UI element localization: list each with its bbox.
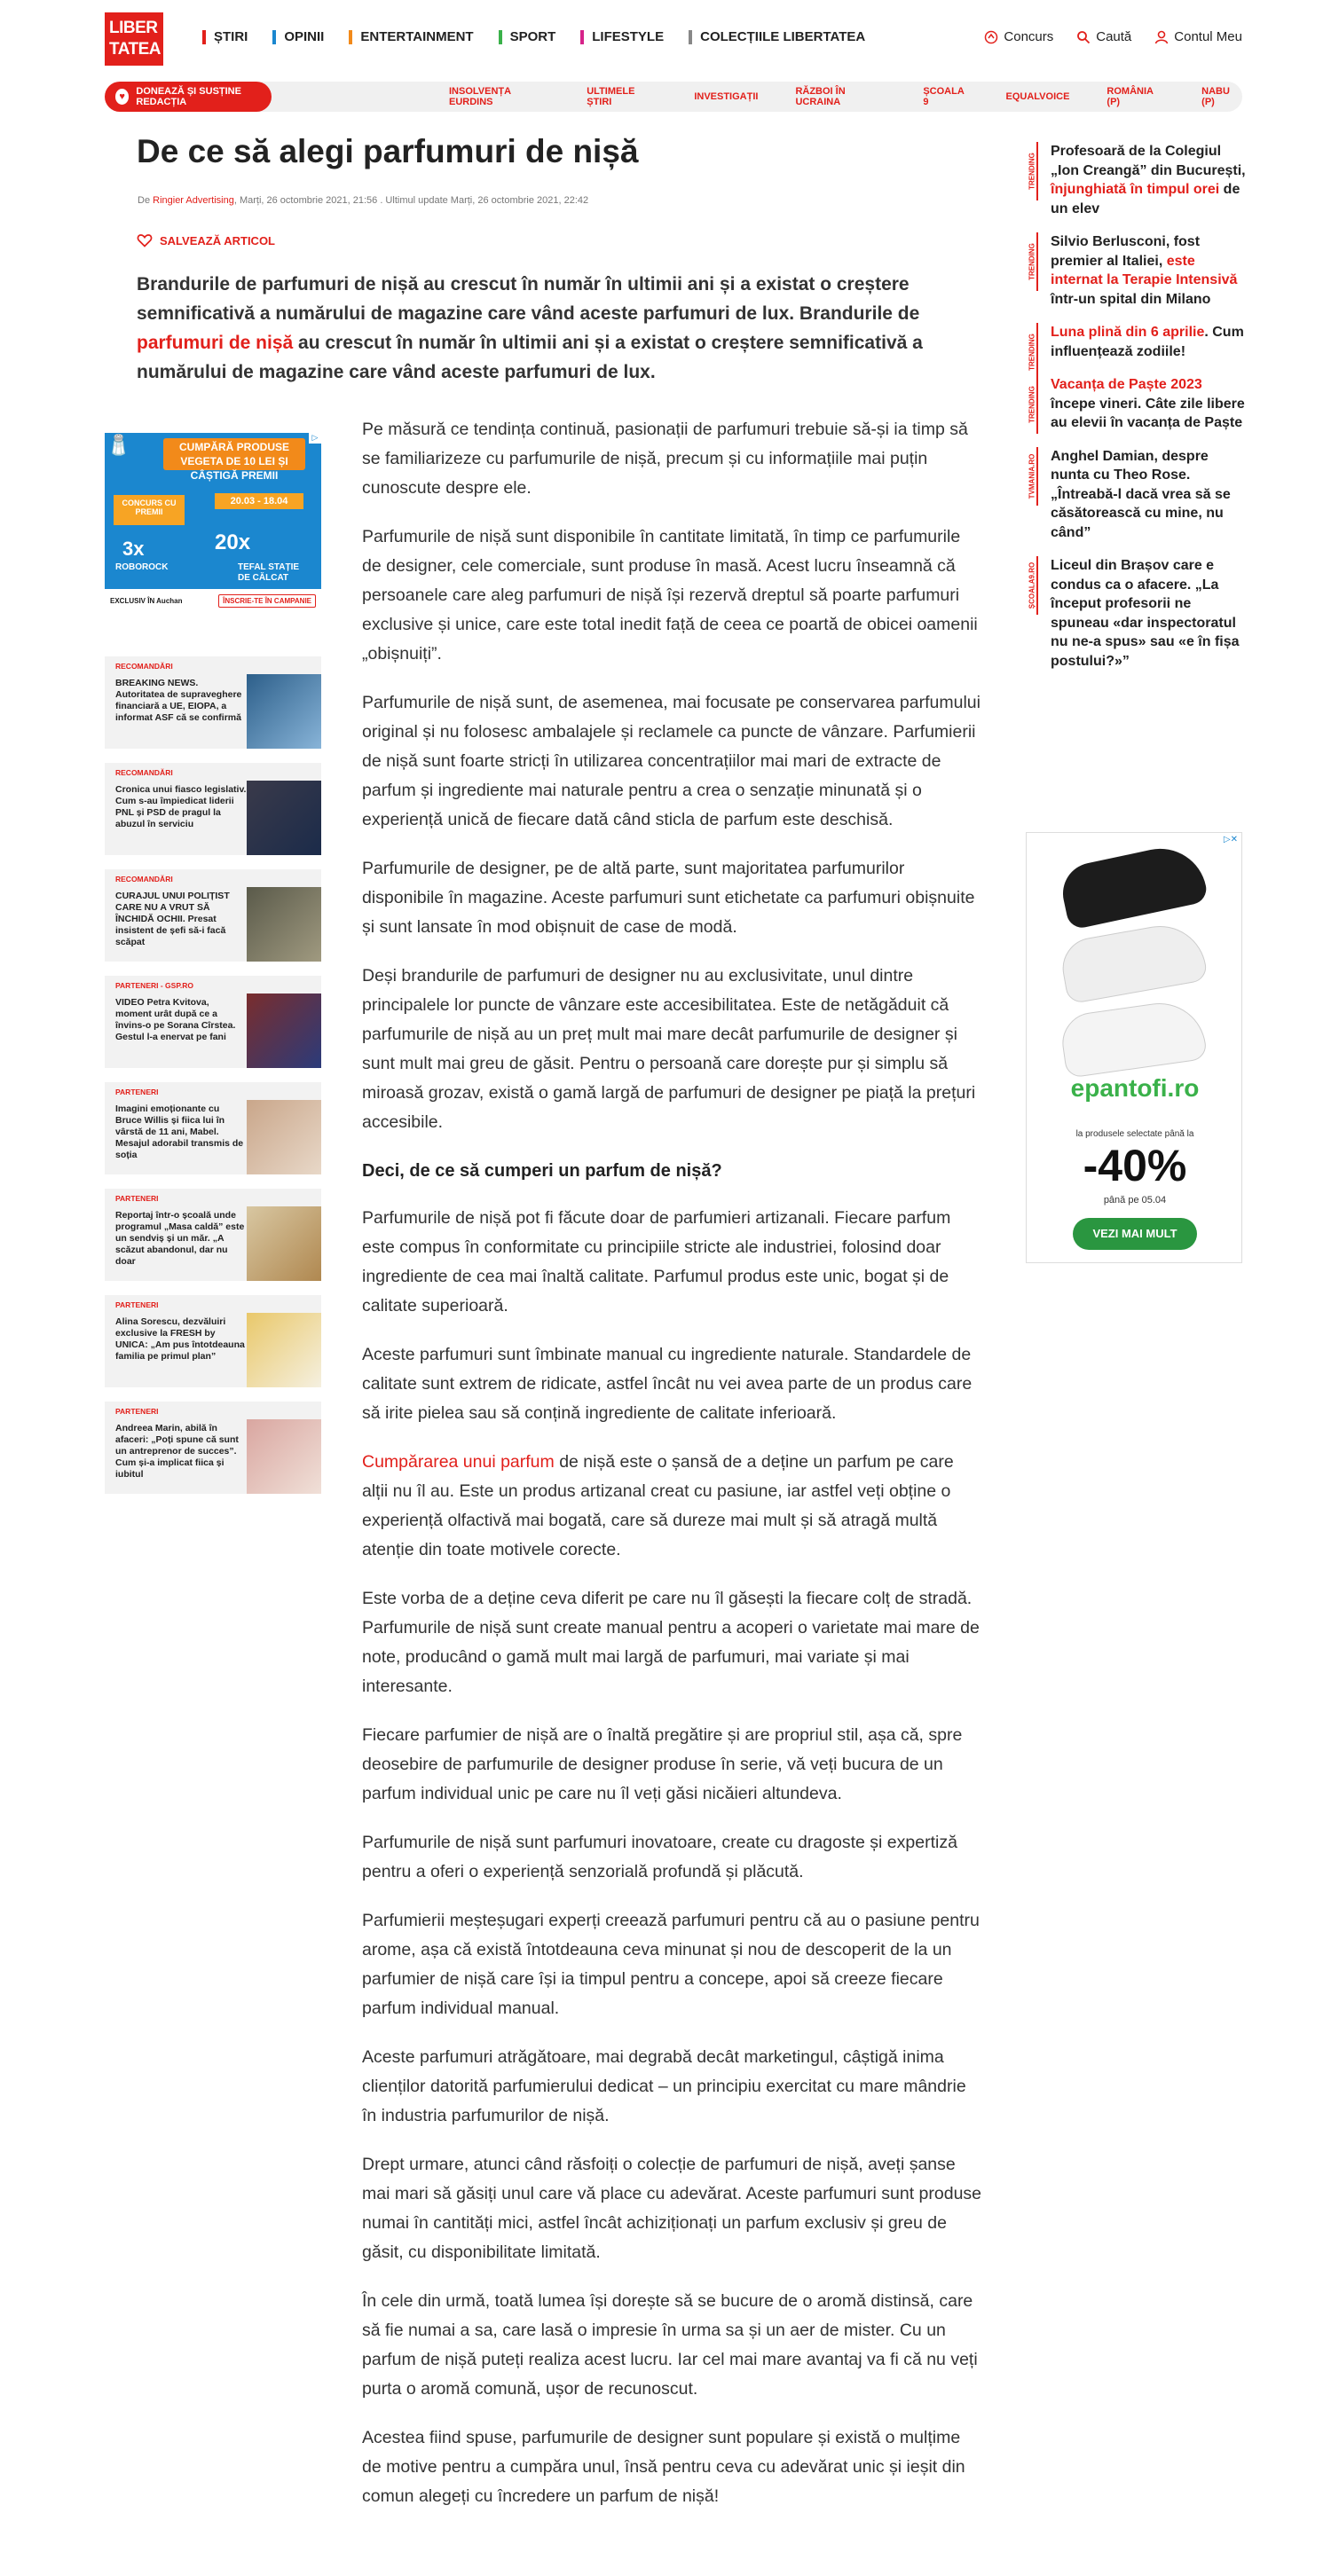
ad-footer-text: EXCLUSIV ÎN Auchan [110, 596, 183, 605]
trending-label-text: TVMANIA.RO [1028, 453, 1036, 499]
product-pack-icon: 🧂 [106, 435, 131, 457]
trending-title [1051, 142, 1246, 218]
paragraph: Acestea fiind spuse, parfumurile de designer sunt populare și există o mulțime de motive pentru a cumpăra unul, însă pentru ceva cu adevărat unic și ieșit din comun alegeți cu încredere un parfum de nișă! [362, 2428, 965, 2506]
nav-label: COLECȚIILE LIBERTATEA [700, 29, 866, 44]
trending-highlight: Vacanța de Paște 2023 [1051, 377, 1202, 392]
shoe-image [1059, 997, 1208, 1079]
trending-text: Profesoară de la Colegiul „Ion Creangă” din București, [1051, 144, 1246, 178]
paragraph: Aceste parfumuri sunt îmbinate manual cu ingrediente naturale. Standardele de calitate sunt extrem de ridicate, astfel încât nu vei avea parte de un produs care să irite pielea sau să conțină ingrediente de calitate inferioară. [362, 1345, 973, 1423]
trending-text: Anghel Damian, despre nunta cu Theo Rose. „Întreabă-l dacă vrea să se căsătorească cu mine, nu când” [1051, 448, 1231, 540]
trending-title [1051, 447, 1246, 543]
trending-highlight: Luna plină din 6 aprilie [1051, 325, 1205, 340]
nav-label: OPINII [284, 29, 325, 44]
trending-item[interactable] [1026, 375, 1246, 433]
rec-thumbnail [247, 1313, 321, 1387]
heart-icon [137, 232, 153, 248]
trending-text: într-un spital din Milano [1051, 291, 1211, 307]
secondary-nav [105, 82, 1242, 112]
paragraph: Parfumierii meșteșugari experți creează parfumuri pentru că au o pasiune pentru arome, așa că există întotdeauna ceva minunat și nou de descoperit de la un parfumier de nișă care își ia timpul pentru a concepe, apoi să creeze fiecare parfum individual manual. [362, 1911, 980, 2018]
trending-title [1051, 375, 1246, 433]
ad-prize-count: 20x [215, 530, 251, 554]
rec-title: Reportaj într-o școală unde programul „Masa caldă” este un sendviș și un măr. „A scăzut abandonul, dar nu doar [115, 1210, 245, 1267]
trending-highlight: este internat la Terapie Intensivă [1051, 253, 1238, 287]
trending-label [1026, 232, 1038, 291]
rec-thumbnail [247, 1419, 321, 1494]
paragraph: Drept urmare, atunci când răsfoiți o colecție de parfumuri de nișă, aveți șanse mai mari să găsiți unul care vă place cu adevărat. Aceste parfumuri sunt produse numai în cantități mici, astfel încât achiziționați un parfum exclusiv și greu de găsit, cu disponibilitate limitată. [362, 2155, 982, 2262]
main-nav [202, 29, 865, 44]
rec-thumbnail [247, 993, 321, 1068]
recommendation-card[interactable] [105, 1295, 321, 1387]
header-tools [984, 29, 1242, 44]
site-header [0, 0, 1331, 76]
rec-title: Imagini emoționante cu Bruce Willis și fiica lui în vârstă de 11 ani, Mabel. Mesajul adorabil transmis de soția [115, 1103, 244, 1160]
account-link[interactable] [1154, 29, 1242, 44]
secondary-link[interactable]: NABU (P) [1201, 86, 1230, 107]
ad-choices-icon[interactable]: ▷✕ [1223, 835, 1238, 844]
search-icon [1076, 30, 1091, 44]
ad-footer [105, 589, 321, 612]
trending-label [1026, 556, 1038, 615]
secondary-link[interactable]: ULTIMELE ȘTIRI [587, 86, 635, 107]
lead-link[interactable]: parfumuri de nișă [137, 333, 294, 353]
nav-color-bar [272, 30, 276, 44]
secondary-link[interactable]: RĂZBOI ÎN UCRAINA [795, 86, 846, 107]
inline-link[interactable]: Cumpărarea unui parfum [362, 1452, 555, 1472]
rec-thumbnail [247, 1100, 321, 1174]
nav-label: SPORT [509, 29, 556, 44]
donate-icon: ♥ [115, 89, 129, 105]
paragraph: Parfumurile de designer, pe de altă parte, sunt majoritatea parfumurilor disponibile în magazine. Aceste parfumuri sunt etichetate ca parfumuri obișnuite și sunt lansate în mod obișnuit de case de modă. [362, 859, 975, 937]
ad-badge: CONCURS CU PREMII [114, 495, 185, 525]
nav-color-bar [202, 30, 206, 44]
recommendations-list [105, 656, 321, 1508]
trending-title [1051, 232, 1246, 309]
nav-item-opinii[interactable] [272, 29, 324, 44]
article-title: De ce să alegi parfumuri de nișă [137, 133, 639, 169]
lead-text: au crescut în număr în ultimii ani și a existat o creștere semnificativă a numărului de magazine care vând aceste parfumuri de lux. [137, 333, 923, 382]
paragraph: Parfumurile de nișă sunt, de asemenea, mai focusate pe conservarea parfumului original și nu folosesc ambalajele și reclamele ca puncte de vânzare. Parfumierii de nișă sunt foarte stricți în utilizarea concentrațiilor mai mari de extracte de parfum și ingrediente mai naturale pentru a crea o senzație minunată și o experiență unică de fiecare dată când sticla de parfum este deschisă. [362, 693, 981, 829]
rec-tag: RECOMANDĂRI [115, 768, 173, 777]
promo-ad-epantofi[interactable] [1026, 832, 1242, 1263]
rec-title: BREAKING NEWS. Autoritatea de supraveghere financiară a UE, EIOPA, a informat ASF că se confirmă [115, 678, 242, 723]
ad-prize-count: 3x [122, 538, 145, 560]
paragraph: Fiecare parfumier de nișă are o înaltă pregătire și are propriul stil, așa că, spre deosebire de parfumurile de designer produse în serie, vă veți bucura de un parfum individual unic pe care nu îl veți găsi nicăieri altundeva. [362, 1725, 963, 1803]
rec-tag: PARTENERI [115, 1194, 159, 1203]
secondary-link[interactable]: INVESTIGAȚII [694, 91, 759, 102]
ad-cta-button[interactable]: ÎNSCRIE-TE ÎN CAMPANIE [218, 594, 316, 608]
trending-text: Silvio Berlusconi, fost premier al Italiei, [1051, 234, 1201, 269]
nav-item-lifestyle[interactable] [580, 29, 664, 44]
nav-label: ENTERTAINMENT [360, 29, 474, 44]
rec-tag: RECOMANDĂRI [115, 662, 173, 671]
promo-ad-vegeta[interactable] [105, 433, 321, 612]
rec-title: Alina Sorescu, dezvăluiri exclusive la FRESH by UNICA: „Am pus întotdeauna familia pe primul plan” [115, 1316, 245, 1362]
ad-prize-name: TEFAL STAȚIE DE CĂLCAT [238, 562, 300, 583]
byline-dates: , Marți, 26 octombrie 2021, 21:56 . Ultimul update Marți, 26 octombrie 2021, 22:42 [233, 195, 589, 206]
trending-label-text: TRENDING [1028, 243, 1036, 280]
trending-text: Liceul din Brașov care e condus ca o afacere. „La început profesorii ne spuneau «dar inspectoratul nu ne-a spus» sau «e în fișa postului?»” [1051, 558, 1240, 669]
article-byline [138, 195, 588, 206]
trending-label [1026, 375, 1038, 434]
trending-label [1026, 323, 1038, 381]
article-lead [137, 270, 969, 387]
save-article-button[interactable] [137, 232, 275, 248]
donate-label: DONEAZĂ ȘI SUSȚINE REDACȚIA [136, 86, 241, 107]
trending-label [1026, 447, 1038, 506]
trending-highlight: înjunghiată în timpul orei [1051, 182, 1220, 197]
nav-color-bar [580, 30, 584, 44]
rec-tag: PARTENERI [115, 1088, 159, 1096]
nav-item-stiri[interactable] [202, 29, 248, 44]
paragraph: Parfumurile de nișă pot fi făcute doar de parfumieri artizanali. Fiecare parfum este compus în conformitate cu principiile stricte ale industriei, folosind doar ingrediente de cea mai înaltă calitate. Parfumul produs este unic, bogat și de calitate superioară. [362, 1208, 951, 1315]
rec-thumbnail [247, 781, 321, 855]
rec-thumbnail [247, 887, 321, 962]
trending-text: de un elev [1051, 182, 1240, 216]
paragraph-text: de nișă este o șansă de a deține un parfum pe care alții nu îl au. Este un produs artizanal creat cu pasiune, iar astfel veți obține o experiență olfactivă mai bogată, care să dureze mai mult și să atragă multă atenție din toate motivele corecte. [362, 1452, 954, 1559]
trending-text: începe vineri. Câte zile libere au elevii în vacanța de Paște [1051, 396, 1245, 430]
ad-headline: CUMPĂRĂ PRODUSE VEGETA DE 10 LEI ȘI CÂȘTIGĂ PREMII [163, 438, 305, 470]
recommendation-card[interactable] [105, 1082, 321, 1174]
nav-color-bar [349, 30, 352, 44]
secondary-link[interactable]: INSOLVENȚA EURDINS [449, 86, 511, 107]
site-logo[interactable]: LIBER TATEA [105, 12, 163, 66]
ad-brand: epantofi.ro [1070, 1074, 1200, 1102]
nav-item-colectii[interactable] [689, 29, 865, 44]
nav-item-sport[interactable] [499, 29, 556, 44]
shoe-image [1058, 919, 1209, 1005]
rec-tag: PARTENERI [115, 1407, 159, 1416]
nav-label: ȘTIRI [214, 29, 248, 44]
trending-label-text: TRENDING [1028, 334, 1036, 371]
article-body [362, 415, 983, 2531]
nav-color-bar [499, 30, 502, 44]
rec-thumbnail [247, 1206, 321, 1281]
ad-choices-icon[interactable]: ▷ [309, 433, 321, 444]
ad-until: până pe 05.04 [1103, 1195, 1167, 1206]
paragraph: Aceste parfumuri atrăgătoare, mai degrabă decât marketingul, câștigă inima clienților datorită parfumierului dedicat – un principiu exercitat cu mare mândrie în industria parfumurilor de nișă. [362, 2047, 966, 2125]
trending-title [1051, 323, 1246, 361]
trending-title [1051, 556, 1246, 671]
recommendation-card[interactable] [105, 1402, 321, 1494]
trending-item[interactable] [1026, 142, 1246, 218]
paragraph: Pe măsură ce tendința continuă, pasionații de parfumuri trebuie să-și ia timp să se familiarizeze cu parfumurile de nișă, precum și cu informațiile mai puțin cunoscute despre ele. [362, 420, 968, 498]
ad-cta-button[interactable]: VEZI MAI MULT [1073, 1218, 1197, 1250]
search-label: Caută [1096, 29, 1132, 44]
trending-label-text: ȘCOALA9.RO [1028, 562, 1036, 609]
ad-dates: 20.03 - 18.04 [215, 493, 303, 509]
author-link[interactable]: Ringier Advertising [153, 195, 234, 206]
nav-item-entertainment[interactable] [349, 29, 473, 44]
ad-subtext: la produsele selectate până la [1075, 1129, 1194, 1139]
shoe-image [1057, 840, 1209, 931]
trending-label-text: TRENDING [1028, 386, 1036, 423]
trending-item[interactable] [1026, 323, 1246, 371]
trending-label [1026, 142, 1038, 200]
secondary-link[interactable]: ROMÂNIA (P) [1107, 86, 1154, 107]
rec-thumbnail [247, 674, 321, 749]
donate-button[interactable] [105, 82, 272, 112]
save-label: SALVEAZĂ ARTICOL [160, 233, 275, 247]
contest-link[interactable] [984, 29, 1053, 44]
account-label: Contul Meu [1174, 29, 1242, 44]
recommendation-card[interactable] [105, 976, 321, 1068]
recommendation-card[interactable] [105, 1189, 321, 1281]
byline-prefix: De [138, 195, 154, 206]
rec-title: Cronica unui fiasco legislativ. Cum s-au împiedicat liderii PNL și PSD de pragul la abuzul în serviciu [115, 784, 247, 829]
rec-tag: PARTENERI - GSP.RO [115, 981, 194, 990]
rec-title: CURAJUL UNUI POLIȚIST CARE NU A VRUT SĂ ÎNCHIDĂ OCHII. Presat insistent de șefi să-i facă scăpat [115, 891, 230, 947]
trending-text: . Cum influențează zodiile! [1051, 325, 1244, 359]
secondary-links [449, 82, 1242, 112]
ad-prize-name: ROBOROCK [115, 562, 169, 572]
trending-item[interactable] [1026, 556, 1246, 671]
paragraph: Este vorba de a deține ceva diferit pe care nu îl găsești la fiecare colț de stradă. Parfumurile de nișă sunt create manual pentru a acoperi o varietate mai mare de note, producând o gamă mult mai largă de parfumuri, mai variate și mai interesante. [362, 1589, 980, 1696]
secondary-link[interactable]: ȘCOALA 9 [923, 86, 965, 107]
trending-sidebar [1026, 142, 1246, 685]
rec-title: VIDEO Petra Kvitova, moment urât după ce a învins-o pe Sorana Cîrstea. Gestul l-a enervat pe fani [115, 997, 236, 1042]
rec-tag: RECOMANDĂRI [115, 875, 173, 884]
trending-item[interactable] [1026, 447, 1246, 543]
trending-item[interactable] [1026, 232, 1246, 309]
contest-label: Concurs [1004, 29, 1054, 44]
secondary-link[interactable]: EQUALVOICE [1005, 91, 1070, 102]
paragraph: În cele din urmă, toată lumea își dorește să se bucure de o aromă distinsă, care să fie numai a sa, care lasă o impresie în urma sa și un aer de mister. Cu un parfum de nișă puteți realiza acest lucru. Iar cel mai mare avantaj va fi că nu veți purta o aromă comună, ușor de recunoscut. [362, 2291, 978, 2399]
paragraph [362, 1448, 983, 1565]
nav-color-bar [689, 30, 692, 44]
recommendation-card[interactable] [105, 869, 321, 962]
search-link[interactable] [1076, 29, 1131, 44]
recommendation-card[interactable] [105, 656, 321, 749]
article-subheading: Deci, de ce să cumperi un parfum de nișă? [362, 1161, 722, 1181]
rec-title: Andreea Marin, abilă în afaceri: „Poți spune că sunt un antreprenor de succes”. Cum și-a implicat fiica și iubitul [115, 1423, 239, 1480]
paragraph: Deși brandurile de parfumuri de designer nu au exclusivitate, unul dintre principalele lor puncte de vânzare este accesibilitatea. Este de netăgăduit că parfumurile de nișă au un preț mult mai mare decât parfumurile de designer și sunt mult mai greu de găsit. Pentru o persoană care dorește pur și simplu să miroasă grozav, există o gamă largă de parfumuri de designer pe piață la prețuri accesibile. [362, 966, 976, 1132]
contest-icon [984, 30, 998, 44]
lead-text: Brandurile de parfumuri de nișă au crescut în număr în ultimii ani și a existat o creștere semnificativă a numărului de magazine care vând aceste parfumuri de lux. Brandurile de [137, 274, 920, 324]
user-icon [1154, 30, 1169, 44]
rec-tag: PARTENERI [115, 1300, 159, 1309]
paragraph: Parfumurile de nișă sunt parfumuri inovatoare, create cu dragoste și expertiză pentru a oferi o experiență senzorială profundă și plăcută. [362, 1833, 957, 1881]
paragraph: Parfumurile de nișă sunt disponibile în cantitate limitată, în timp ce parfumurile de designer, cele comerciale, sunt produse în masă. Acest lucru înseamnă că persoanele care aleg parfumuri de nișă își rezervă dreptul să poarte parfumuri exclusive și unice, care este total inedit față de ceea ce poartă de obicei oamenii „obișnuiți”. [362, 527, 978, 664]
nav-label: LIFESTYLE [592, 29, 665, 44]
ad-discount: -40% [1083, 1141, 1187, 1190]
recommendation-card[interactable] [105, 763, 321, 855]
trending-label-text: TRENDING [1028, 153, 1036, 190]
